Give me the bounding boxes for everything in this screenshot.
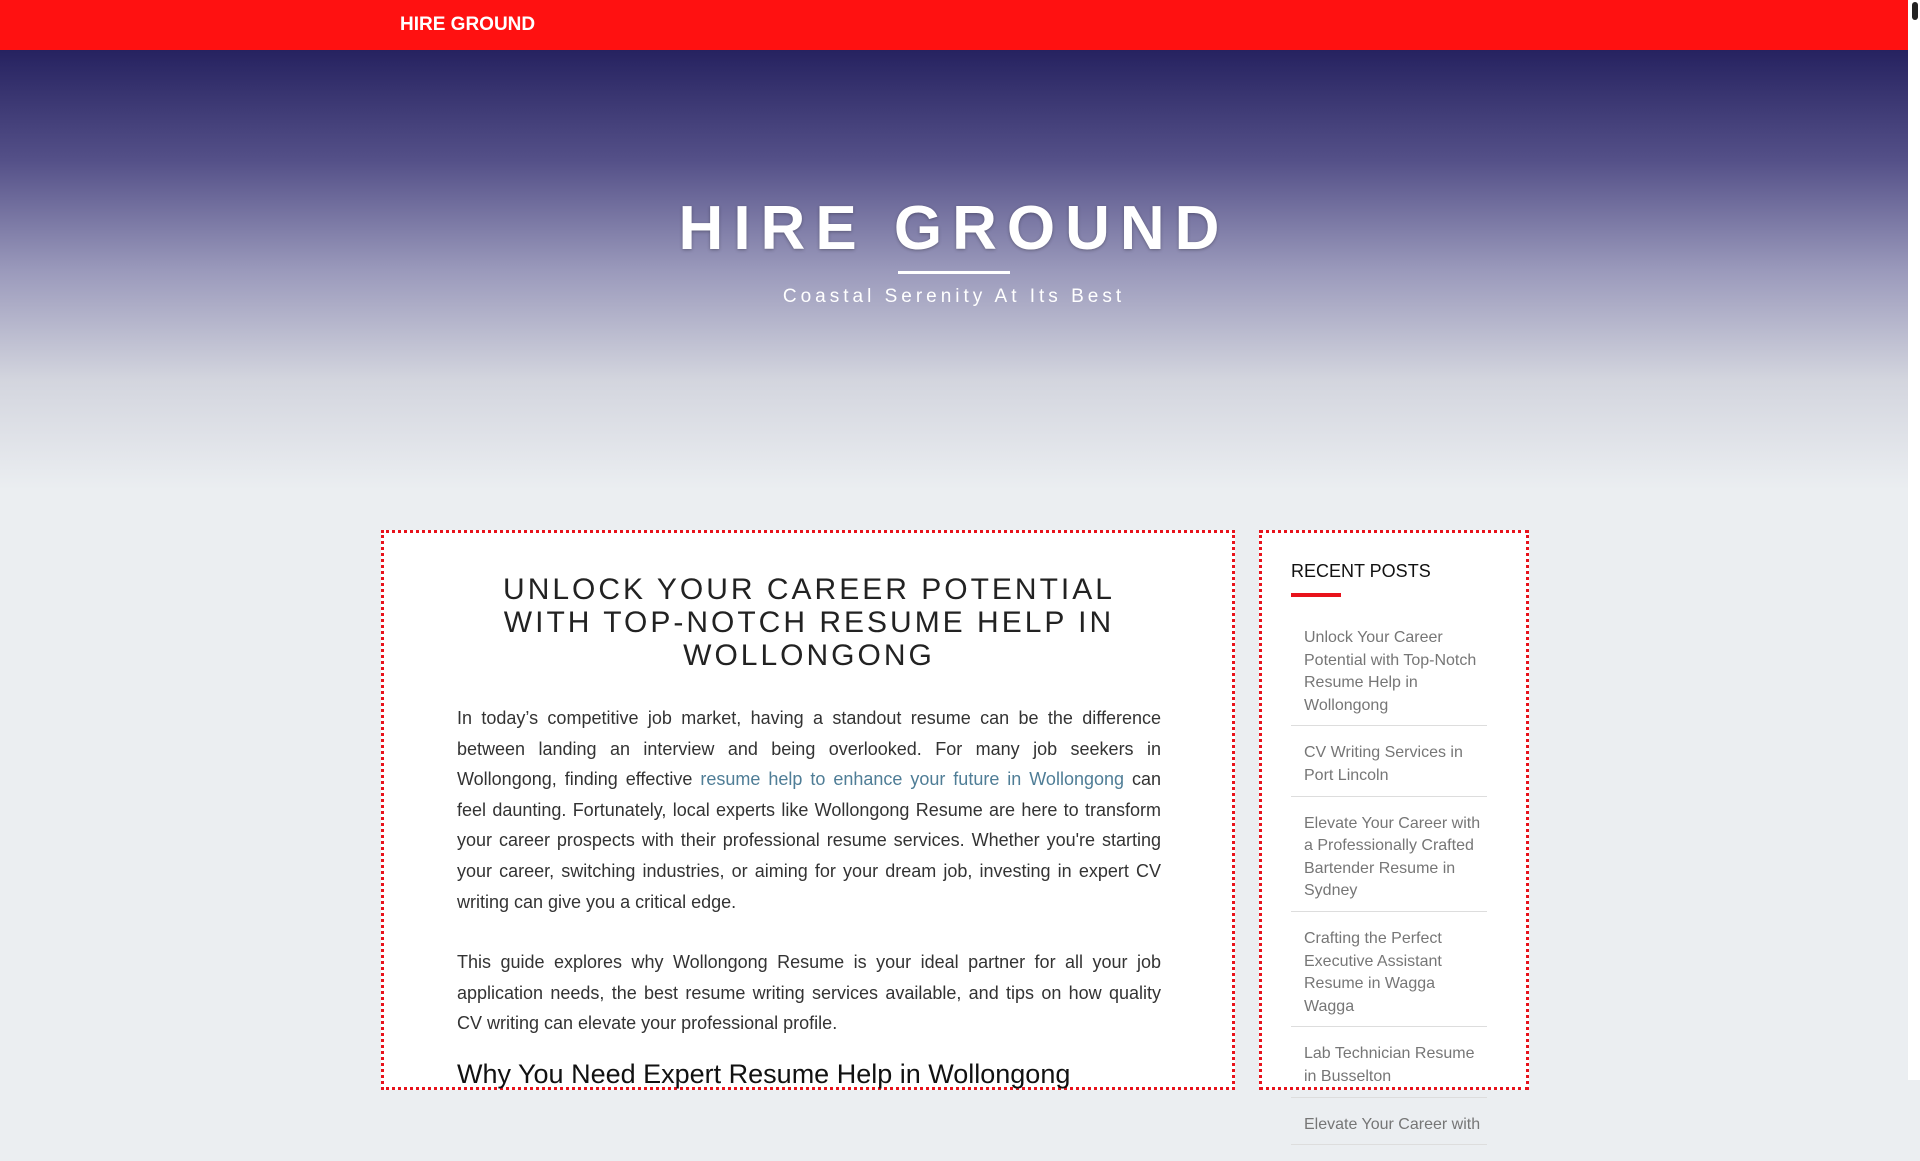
site-header-banner bbox=[0, 50, 1908, 490]
list-item bbox=[1291, 1114, 1487, 1146]
paragraph-text: can feel daunting. Fortunately, local experts like Wollongong Resume are here to transform your career prospects with their professional resume services. Whether you're starting your career, switching industries, or aiming for your dream job, investing in expert CV writing can give you a critical edge. bbox=[457, 769, 1161, 912]
list-item bbox=[1291, 813, 1487, 912]
resume-help-link[interactable]: resume help to enhance your future in Wollongong bbox=[700, 769, 1125, 790]
recent-post-link[interactable]: Crafting the Perfect Executive Assistant Resume in Wagga Wagga bbox=[1304, 929, 1442, 1015]
recent-post-link[interactable]: CV Writing Services in Port Lincoln bbox=[1304, 744, 1463, 784]
title-divider bbox=[898, 271, 1010, 274]
paragraph-text: In today’s competitive job market, having a standout resume can be the difference between landing an interview and being overlooked. For many job seekers in Wollongong, finding effective bbox=[457, 708, 1161, 790]
article-paragraph-2: This guide explores why Wollongong Resume is your ideal partner for all your job application needs, the best resume writing services available, and tips on how quality CV writing can elevate your professional profile. bbox=[457, 952, 1161, 1034]
page-scrollbar[interactable] bbox=[1908, 0, 1920, 1080]
site-tagline: Coastal Serenity At Its Best bbox=[782, 286, 1126, 307]
recent-post-link[interactable]: Lab Technician Resume in Busselton bbox=[1304, 1045, 1475, 1085]
recent-posts-title: RECENT POSTS bbox=[1291, 561, 1431, 581]
list-item bbox=[1291, 627, 1487, 726]
recent-posts-widget bbox=[1259, 530, 1529, 1133]
scrollbar-thumb[interactable] bbox=[1912, 2, 1918, 20]
article-card bbox=[381, 530, 1235, 1090]
list-item bbox=[1291, 928, 1487, 1027]
article-subheading: Why You Need Expert Resume Help in Wollongong bbox=[457, 1059, 1071, 1089]
recent-post-link[interactable]: Unlock Your Career Potential with Top-Notch Resume Help in Wollongong bbox=[1304, 629, 1477, 714]
article-title: UNLOCK YOUR CAREER POTENTIAL WITH TOP-NOTCH RESUME HELP IN WOLLONGONG bbox=[503, 573, 1115, 672]
nav-brand-link[interactable]: HIRE GROUND bbox=[400, 14, 536, 35]
top-nav-bar bbox=[0, 0, 1908, 50]
site-title[interactable]: HIRE GROUND bbox=[678, 194, 1230, 263]
recent-posts-list bbox=[1291, 627, 1487, 1161]
recent-post-link[interactable]: Elevate Your Career with a Professionally Crafted Bartender Resume in Sydney bbox=[1304, 814, 1481, 900]
list-item bbox=[1291, 742, 1487, 796]
list-item bbox=[1291, 1043, 1487, 1097]
recent-posts-underline bbox=[1291, 593, 1341, 597]
article-paragraph-1 bbox=[457, 703, 1161, 917]
recent-post-link[interactable]: Elevate Your Career with bbox=[1304, 1115, 1481, 1133]
